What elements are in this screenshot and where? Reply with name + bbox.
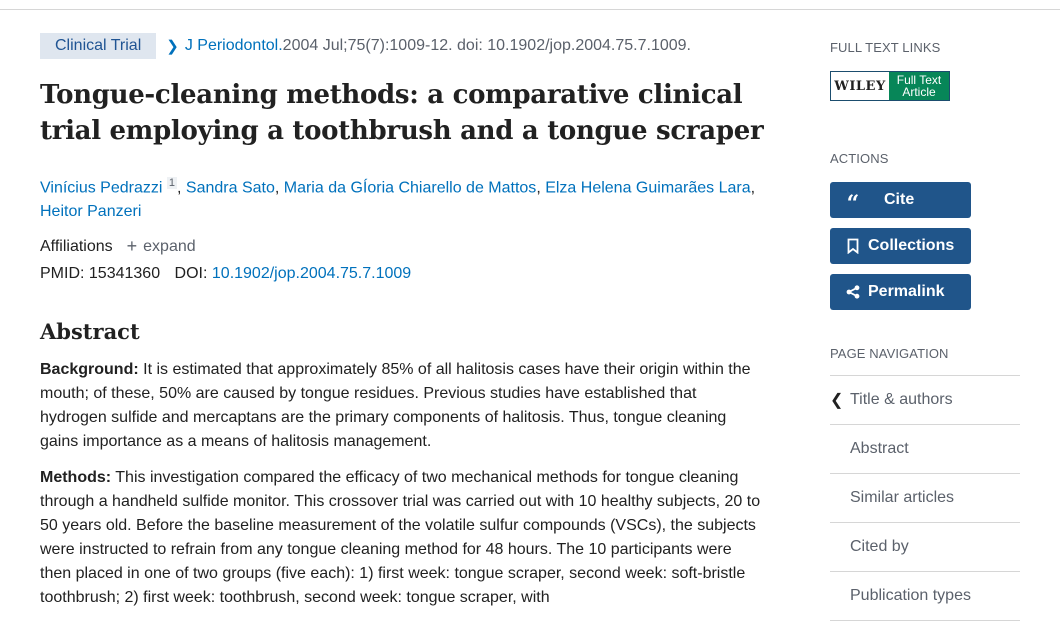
nav-label: Similar articles [850, 489, 955, 506]
nav-label: Cited by [850, 538, 909, 555]
quote-icon: “ [846, 191, 860, 217]
affiliations-row [40, 236, 765, 257]
pmid-value: 15341360 [88, 265, 161, 283]
identifiers [40, 265, 765, 283]
journal-link[interactable]: J Periodontol. [184, 37, 283, 54]
article-main [40, 32, 765, 622]
abstract-heading: Abstract [40, 319, 140, 345]
author-link[interactable]: Heitor Panzeri [40, 203, 142, 221]
article-title: Tongue-cleaning methods: a comparative clinical trial employing a toothbrush and a tongue scraper [40, 80, 764, 146]
chevron-right-icon[interactable]: ❯ [166, 38, 179, 55]
nav-title-authors[interactable] [830, 376, 1020, 425]
doi-link[interactable]: 10.1902/jop.2004.75.7.1009 [211, 265, 412, 283]
background-label: Background: [40, 361, 139, 379]
authors-list: Vinícius Pedrazzi $^1$ , Sandra Sato, Maria da GÍoria Chiarello de Mattos, Elza Helena Guimarães Lara, Heitor Panzeri [40, 177, 756, 221]
page-navigation [830, 375, 1020, 621]
pmid-label: PMID: [40, 265, 85, 283]
share-icon [842, 285, 864, 299]
affiliations-label: Affiliations [40, 237, 113, 255]
collections-button[interactable] [830, 228, 971, 264]
author-link[interactable]: Vinícius Pedrazzi [40, 179, 163, 197]
wiley-logo: WILEY [831, 72, 889, 100]
wiley-full-text-link[interactable] [830, 71, 950, 101]
chevron-left-icon: ❮ [830, 392, 844, 409]
affiliation-number[interactable]: 1 [168, 177, 176, 189]
permalink-label: Permalink [868, 283, 945, 300]
methods-label: Methods: [40, 469, 112, 487]
full-text-links-heading: FULL TEXT LINKS [830, 40, 941, 55]
abstract-background [40, 358, 765, 454]
sidebar [830, 40, 1020, 621]
nav-label: Abstract [850, 440, 909, 457]
citation-line [40, 32, 765, 60]
background-text: It is estimated that approximately 85% of all halitosis cases have their origin within the mouth; of these, 50% are caused by tongue residues. Previous studies have established that hydrogen sulfide and mercaptans are the primary components of halitosis. Thus, tongue cleaning gains importance as a means of halitosis management. [40, 361, 751, 451]
methods-text: This investigation compared the efficacy of two mechanical methods for tongue cleaning through a handheld sulfide monitor. This crossover trial was carried out with 10 healthy subjects, 20 to 50 years old. Before the baseline measurement of the volatile sulfur compounds (VSCs), the subjects were instructed to refrain from any tongue cleaning method for 48 hours. The 10 participants were then placed in one of two groups (five each): 1) first week: tongue scraper, second week: soft-bristle toothbrush; 2) first week: toothbrush, second week: tongue scraper, with [40, 469, 761, 607]
page-navigation-heading: PAGE NAVIGATION [830, 346, 949, 361]
full-text-line1: Full Text [896, 73, 942, 87]
publication-type-badge: Clinical Trial [40, 33, 156, 59]
citation-details: 2004 Jul;75(7):1009-12. doi: 10.1902/jop.2004.75.7.1009. [282, 37, 691, 54]
full-text-line2: Article [902, 85, 936, 99]
bookmark-icon [842, 238, 864, 254]
collections-label: Collections [868, 237, 955, 254]
cite-label: Cite [884, 191, 915, 208]
permalink-button[interactable] [830, 274, 971, 310]
actions-heading: ACTIONS [830, 151, 889, 166]
nav-abstract[interactable] [830, 425, 1020, 474]
doi-label: DOI: [174, 265, 208, 283]
full-text-article-label [889, 72, 949, 100]
author-link[interactable]: Sandra Sato [185, 179, 275, 197]
author-link[interactable]: Maria da GÍoria Chiarello de Mattos [283, 179, 537, 197]
nav-label: Title & authors [850, 391, 953, 408]
nav-cited-by[interactable] [830, 523, 1020, 572]
author-link[interactable]: Elza Helena Guimarães Lara [545, 179, 751, 197]
cite-button[interactable] [830, 182, 971, 218]
nav-label: Publication types [850, 587, 971, 604]
nav-publication-types[interactable] [830, 572, 1020, 621]
plus-icon[interactable]: + [126, 236, 138, 257]
abstract-methods [40, 466, 765, 610]
expand-affiliations-button[interactable]: expand [143, 237, 196, 255]
header-divider [0, 9, 1060, 10]
nav-similar-articles[interactable] [830, 474, 1020, 523]
